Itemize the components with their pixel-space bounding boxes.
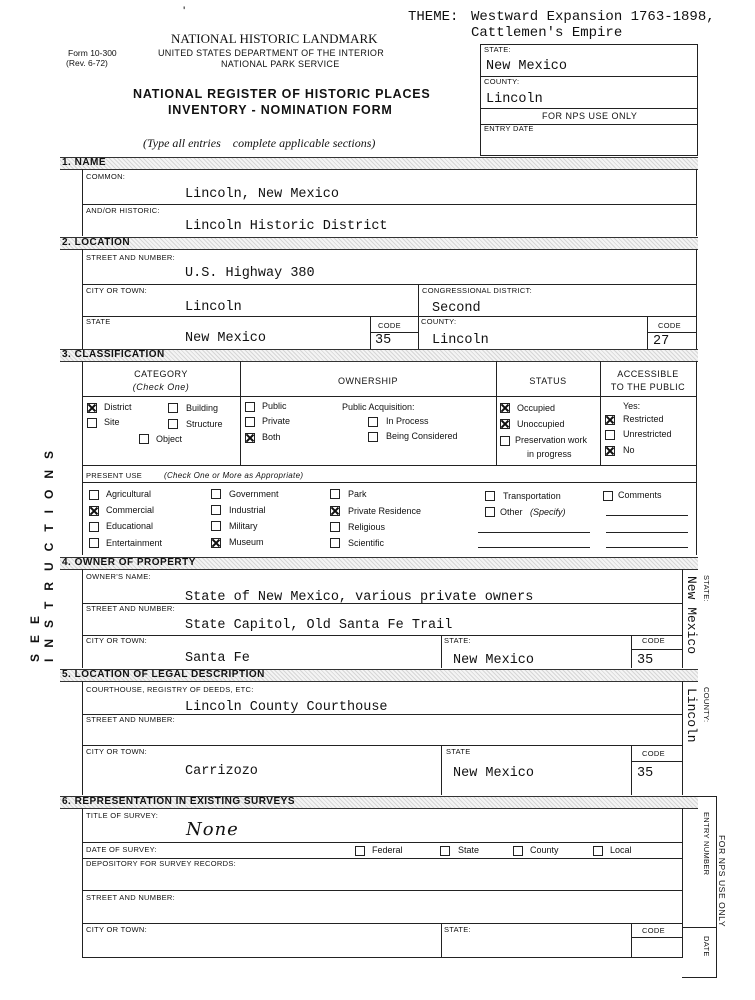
location-city-value: Lincoln <box>185 300 242 315</box>
common-label: COMMON: <box>86 172 126 181</box>
status-occupied-checkbox[interactable] <box>500 403 510 413</box>
location-state-code: 35 <box>375 333 392 348</box>
form-title-line2: INVENTORY - NOMINATION FORM <box>168 103 393 117</box>
category-object-label: Object <box>156 434 183 444</box>
section-4-header <box>60 557 698 570</box>
survey-federal-checkbox[interactable] <box>355 846 365 856</box>
section-4-title: 4. OWNER OF PROPERTY <box>62 557 196 568</box>
status-occupied-label: Occupied <box>517 403 556 413</box>
section-6-header <box>60 796 698 809</box>
access-restricted-checkbox[interactable] <box>605 415 615 425</box>
use-scientific-label: Scientific <box>348 538 385 548</box>
legal-city-label: CITY OR TOWN: <box>86 747 147 756</box>
section-2-title: 2. LOCATION <box>62 237 131 248</box>
status-preservation-label-2: in progress <box>527 449 572 459</box>
theme-value-line2: Cattlemen's Empire <box>471 25 623 41</box>
form-revision: (Rev. 6-72) <box>66 58 108 68</box>
use-comments-checkbox[interactable] <box>603 491 613 501</box>
survey-county-checkbox[interactable] <box>513 846 523 856</box>
survey-code-label: CODE <box>642 926 665 935</box>
use-entertainment-checkbox[interactable] <box>89 538 99 548</box>
section-1-header <box>60 157 698 170</box>
use-comments-label: Comments <box>618 490 662 500</box>
use-commercial-checkbox[interactable] <box>89 506 99 516</box>
use-transportation-checkbox[interactable] <box>485 491 495 501</box>
ownership-private-checkbox[interactable] <box>245 417 255 427</box>
accessible-header-1: ACCESSIBLE <box>617 369 679 379</box>
legal-side-county-label: COUNTY: <box>702 687 711 723</box>
category-object-checkbox[interactable] <box>139 434 149 444</box>
landmark-title: NATIONAL HISTORIC LANDMARK <box>171 31 378 46</box>
courthouse-label: COURTHOUSE, REGISTRY OF DEEDS, ETC: <box>86 685 254 694</box>
historic-value: Lincoln Historic District <box>185 219 388 234</box>
survey-title-label: TITLE OF SURVEY: <box>86 811 159 820</box>
survey-street-label: STREET AND NUMBER: <box>86 893 176 902</box>
entry-number-label: ENTRY NUMBER <box>702 812 711 876</box>
use-religious-label: Religious <box>348 522 386 532</box>
legal-street-label: STREET AND NUMBER: <box>86 715 176 724</box>
owner-side-state-label: STATE: <box>702 575 711 602</box>
use-industrial-label: Industrial <box>229 505 266 515</box>
owner-side-state-value: New Mexico <box>684 576 699 655</box>
survey-state-label: State <box>458 845 480 855</box>
survey-city-label: CITY OR TOWN: <box>86 925 147 934</box>
location-street-label: STREET AND NUMBER: <box>86 253 176 262</box>
section-6-title: 6. REPRESENTATION IN EXISTING SURVEYS <box>62 796 295 807</box>
survey-date-label: DATE OF SURVEY: <box>86 845 157 854</box>
owner-code-value: 35 <box>637 653 654 668</box>
ownership-public-label: Public <box>262 401 287 411</box>
status-preservation-label-1: Preservation work <box>515 435 588 445</box>
use-industrial-checkbox[interactable] <box>211 505 221 515</box>
side-entry-date-label: ENTRY DATE <box>484 124 534 133</box>
status-header: STATUS <box>529 376 567 386</box>
congressional-label: CONGRESSIONAL DISTRICT: <box>422 286 532 295</box>
side-county-label: COUNTY: <box>484 77 520 86</box>
ownership-both-label: Both <box>262 432 281 442</box>
section-3-title: 3. CLASSIFICATION <box>62 349 165 360</box>
access-restricted-label: Restricted <box>623 414 664 424</box>
location-county-code: 27 <box>653 334 670 349</box>
type-instructions: (Type all entries complete applicable sections) <box>143 136 376 150</box>
use-park-label: Park <box>348 489 367 499</box>
use-park-checkbox[interactable] <box>330 489 340 499</box>
access-unrestricted-checkbox[interactable] <box>605 430 615 440</box>
location-state-label: STATE <box>86 317 111 326</box>
stray-mark: ' <box>183 4 186 18</box>
courthouse-value: Lincoln County Courthouse <box>185 700 388 715</box>
side-state-label: STATE: <box>484 45 511 54</box>
owner-street-label: STREET AND NUMBER: <box>86 604 176 613</box>
present-use-label: PRESENT USE <box>86 471 143 480</box>
use-military-checkbox[interactable] <box>211 521 221 531</box>
use-government-checkbox[interactable] <box>211 489 221 499</box>
survey-local-checkbox[interactable] <box>593 846 603 856</box>
ownership-public-checkbox[interactable] <box>245 402 255 412</box>
survey-state-label: STATE: <box>444 925 471 934</box>
ownership-private-label: Private <box>262 416 291 426</box>
owner-street-value: State Capitol, Old Santa Fe Trail <box>185 618 453 633</box>
historic-label: AND/OR HISTORIC: <box>86 206 160 215</box>
owner-code-label: CODE <box>642 636 665 645</box>
side-nps-use: FOR NPS USE ONLY <box>542 111 638 121</box>
use-scientific-checkbox[interactable] <box>330 538 340 548</box>
congressional-value: Second <box>432 301 481 316</box>
category-structure-checkbox[interactable] <box>168 419 178 429</box>
legal-code-value: 35 <box>637 766 654 781</box>
category-building-checkbox[interactable] <box>168 403 178 413</box>
use-commercial-label: Commercial <box>106 505 155 515</box>
theme-value-line1: Westward Expansion 1763-1898, <box>471 9 715 25</box>
legal-state-label: STATE <box>446 747 471 756</box>
use-museum-checkbox[interactable] <box>211 538 221 548</box>
being-considered-checkbox[interactable] <box>368 432 378 442</box>
depository-label: DEPOSITORY FOR SURVEY RECORDS: <box>86 859 237 868</box>
survey-state-checkbox[interactable] <box>440 846 450 856</box>
use-private-residence-checkbox[interactable] <box>330 506 340 516</box>
ownership-header: OWNERSHIP <box>337 376 398 386</box>
present-use-note: (Check One or More as Appropriate) <box>164 471 304 480</box>
common-value: Lincoln, New Mexico <box>185 187 339 202</box>
status-preservation-checkbox[interactable] <box>500 436 510 446</box>
legal-side-county-value: Lincoln <box>684 688 699 743</box>
use-other-specify: (Specify) <box>530 507 566 517</box>
access-unrestricted-label: Unrestricted <box>623 429 672 439</box>
location-street-value: U.S. Highway 380 <box>185 266 315 281</box>
ownership-both-checkbox[interactable] <box>245 433 255 443</box>
use-other-label: Other <box>500 507 523 517</box>
location-state-value: New Mexico <box>185 331 267 346</box>
section-5-title: 5. LOCATION OF LEGAL DESCRIPTION <box>62 669 265 680</box>
owner-state-label: STATE: <box>444 636 471 645</box>
category-site-checkbox[interactable] <box>87 418 97 428</box>
side-state-value: New Mexico <box>486 59 568 74</box>
section-5-header <box>60 669 698 682</box>
owner-city-value: Santa Fe <box>185 651 250 666</box>
use-religious-checkbox[interactable] <box>330 522 340 532</box>
access-yes-label: Yes: <box>623 401 641 411</box>
use-agricultural-label: Agricultural <box>106 489 152 499</box>
location-county-value: Lincoln <box>432 333 489 348</box>
public-acquisition-label: Public Acquisition: <box>342 402 415 412</box>
category-building-label: Building <box>186 403 219 413</box>
nps-entry-box <box>682 796 717 978</box>
owner-state-value: New Mexico <box>453 653 535 668</box>
legal-state-value: New Mexico <box>453 766 535 781</box>
legal-city-value: Carrizozo <box>185 764 258 779</box>
section-3-header <box>60 349 698 362</box>
status-unoccupied-checkbox[interactable] <box>500 419 510 429</box>
status-unoccupied-label: Unoccupied <box>517 419 565 429</box>
form-number: Form 10-300 <box>68 48 117 58</box>
section-1-title: 1. NAME <box>62 157 107 168</box>
category-district-label: District <box>104 402 132 412</box>
in-process-checkbox[interactable] <box>368 417 378 427</box>
use-entertainment-label: Entertainment <box>106 538 163 548</box>
in-process-label: In Process <box>386 416 429 426</box>
agency-line1: UNITED STATES DEPARTMENT OF THE INTERIOR <box>158 48 385 58</box>
use-agricultural-checkbox[interactable] <box>89 490 99 500</box>
location-county-label: COUNTY: <box>421 317 457 326</box>
location-state-code-label: CODE <box>378 321 401 330</box>
use-transportation-label: Transportation <box>503 491 561 501</box>
use-private-residence-label: Private Residence <box>348 506 422 516</box>
form-title-line1: NATIONAL REGISTER OF HISTORIC PLACES <box>133 87 431 101</box>
category-header: CATEGORY <box>134 369 188 379</box>
legal-code-label: CODE <box>642 749 665 758</box>
location-city-label: CITY OR TOWN: <box>86 286 147 295</box>
use-educational-label: Educational <box>106 521 154 531</box>
agency-line2: NATIONAL PARK SERVICE <box>221 59 340 69</box>
survey-federal-label: Federal <box>372 845 403 855</box>
category-sub: (Check One) <box>132 382 190 392</box>
survey-local-label: Local <box>610 845 632 855</box>
theme-label: THEME: <box>408 9 459 25</box>
use-educational-checkbox[interactable] <box>89 522 99 532</box>
category-district-checkbox[interactable] <box>87 403 97 413</box>
owner-city-label: CITY OR TOWN: <box>86 636 147 645</box>
owner-name-value: State of New Mexico, various private owners <box>185 590 534 605</box>
side-county-value: Lincoln <box>486 92 543 107</box>
survey-county-label: County <box>530 845 559 855</box>
see-instructions-label: SEE INSTRUCTIONS <box>28 440 56 662</box>
use-other-checkbox[interactable] <box>485 507 495 517</box>
owner-name-label: OWNER'S NAME: <box>86 572 151 581</box>
accessible-header-2: TO THE PUBLIC <box>610 382 686 392</box>
category-structure-label: Structure <box>186 419 223 429</box>
nps-use-only-side: FOR NPS USE ONLY <box>717 835 727 928</box>
use-government-label: Government <box>229 489 279 499</box>
access-no-checkbox[interactable] <box>605 446 615 456</box>
being-considered-label: Being Considered <box>386 431 458 441</box>
section-2-header <box>60 237 698 250</box>
access-no-label: No <box>623 445 635 455</box>
entry-date-side-label: DATE <box>702 936 711 957</box>
use-military-label: Military <box>229 521 258 531</box>
category-site-label: Site <box>104 417 120 427</box>
location-county-code-label: CODE <box>658 321 681 330</box>
use-museum-label: Museum <box>229 537 264 547</box>
survey-title-value: None <box>186 819 239 840</box>
